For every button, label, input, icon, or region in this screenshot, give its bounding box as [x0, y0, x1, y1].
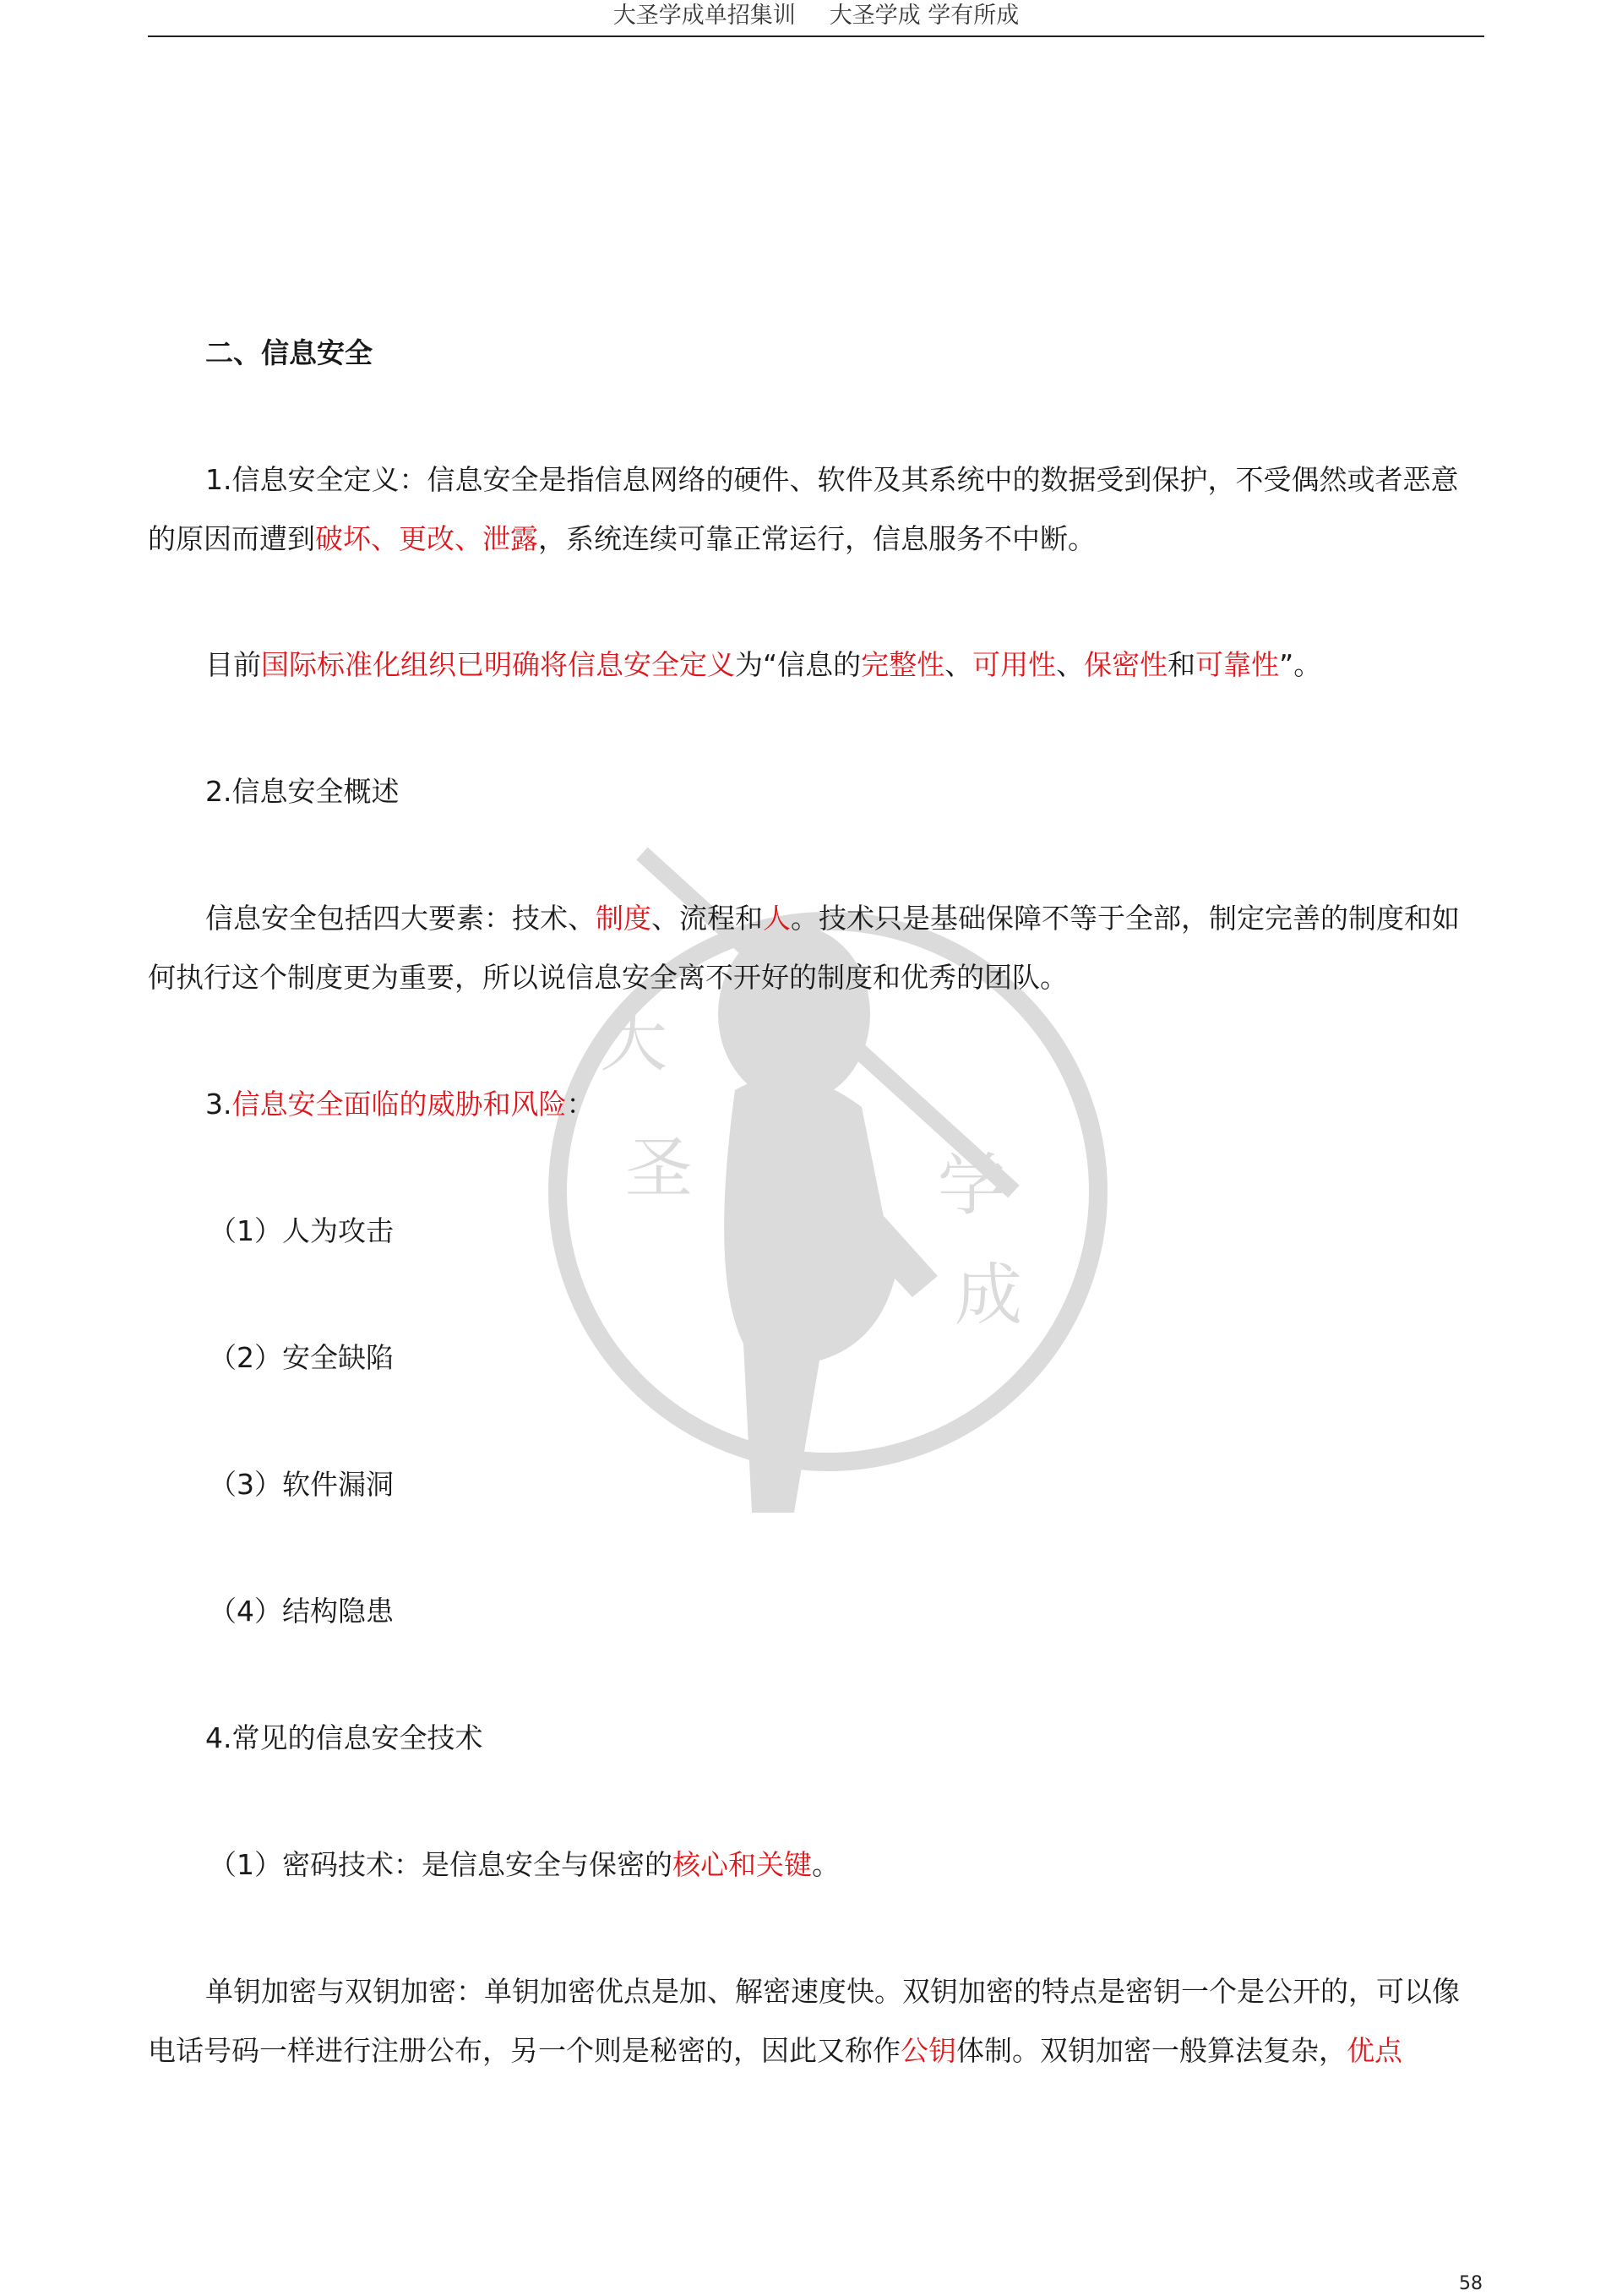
paragraph-crypto: （1）密码技术：是信息安全与保密的核心和关键。 [209, 1848, 840, 1881]
highlight-text: 国际标准化组织已明确将信息安全定义 [261, 648, 735, 681]
heading-overview: 2.信息安全概述 [205, 775, 400, 808]
highlight-text: 核心和关键 [672, 1848, 812, 1881]
watermark-char: 圣 [625, 1129, 693, 1208]
paragraph-standard: 目前国际标准化组织已明确将信息安全定义为“信息的完整性、可用性、保密性和可靠性”。 [205, 648, 1322, 681]
list-item: （4）结构隐患 [209, 1595, 394, 1628]
highlight-text: 制度 [596, 902, 651, 935]
watermark-char: 大 [600, 1002, 667, 1081]
highlight-text: 保密性 [1084, 648, 1168, 681]
highlight-text: 完整性 [861, 648, 945, 681]
heading-threats: 3.信息安全面临的威胁和风险： [205, 1088, 595, 1121]
header-left-text: 大圣学成单招集训 [612, 3, 796, 29]
header-right-text: 大圣学成 学有所成 [829, 3, 1020, 29]
highlight-text: 可用性 [972, 648, 1057, 681]
highlight-text: 破坏、更改、泄露 [315, 522, 538, 555]
highlight-text: 可靠性 [1195, 648, 1280, 681]
heading-techniques: 4.常见的信息安全技术 [205, 1721, 483, 1754]
highlight-text: 公钥 [901, 2034, 956, 2067]
watermark-char: 学 [938, 1146, 1005, 1224]
watermark-char: 成 [955, 1256, 1022, 1334]
paragraph-definition: 1.信息安全定义：信息安全是指信息网络的硬件、软件及其系统中的数据受到保护，不受偶然或者恶意的原因而遭到破坏、更改、泄露，系统连续可靠正常运行，信息服务不中断。 [148, 463, 1459, 555]
list-item: （3）软件漏洞 [209, 1468, 394, 1501]
list-item: （1）人为攻击 [209, 1214, 394, 1247]
page-number: 58 [1459, 2273, 1483, 2294]
highlight-text: 信息安全面临的威胁和风险 [231, 1088, 567, 1121]
paragraph-encryption: 单钥加密与双钥加密：单钥加密优点是加、解密速度快。双钥加密的特点是密钥一个是公开的，可以像电话号码一样进行注册公布，另一个则是秘密的，因此又称作公钥体制。双钥加密一般算法复杂，优点 [148, 1975, 1460, 2067]
list-item: （2）安全缺陷 [209, 1341, 394, 1374]
paragraph-elements: 信息安全包括四大要素：技术、制度、流程和人。技术只是基础保障不等于全部，制定完善的制度和如何执行这个制度更为重要，所以说信息安全离不开好的制度和优秀的团队。 [148, 902, 1460, 994]
highlight-text: 优点 [1347, 2034, 1402, 2067]
section-title: 二、信息安全 [205, 336, 373, 369]
highlight-text: 人 [763, 902, 791, 935]
page-header [148, 0, 1484, 37]
